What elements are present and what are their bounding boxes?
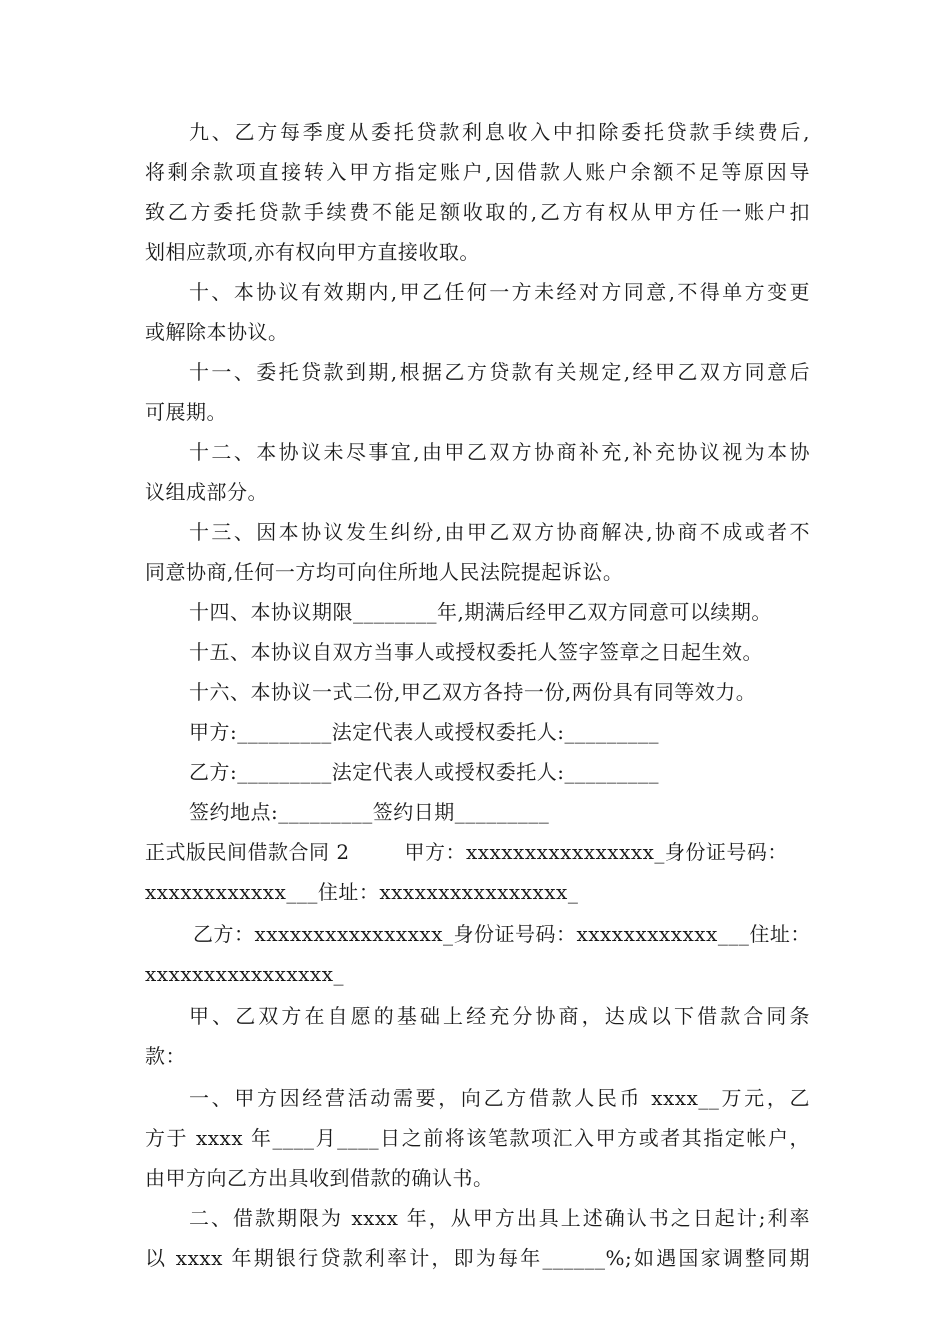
clause-14: 十四、本协议期限________年,期满后经甲乙双方同意可以续期。 <box>189 600 772 624</box>
contract2-article-2 <box>145 1198 810 1278</box>
clause-16: 十六、本协议一式二份,甲乙双方各持一份,两份具有同等效力。 <box>189 680 757 704</box>
text-line: 款： <box>145 1044 186 1068</box>
text-line: 可展期。 <box>145 400 227 424</box>
text-line: 划相应款项,亦有权向甲方直接收取。 <box>145 240 480 264</box>
text-line: 九、乙方每季度从委托贷款利息收入中扣除委托贷款手续费后, <box>189 120 810 144</box>
text-line: 二、借款期限为 xxxx 年，从甲方出具上述确认书之日起计;利率 <box>189 1206 810 1230</box>
text-line: 将剩余款项直接转入甲方指定账户,因借款人账户余额不足等原因导 <box>145 160 810 184</box>
contract2-header: 正式版民间借款合同 2 甲方：xxxxxxxxxxxxxxxx_身份证号码： <box>145 840 788 864</box>
contract2-article-1 <box>145 1078 810 1198</box>
text-line: 十一、委托贷款到期,根据乙方贷款有关规定,经甲乙双方同意后 <box>189 360 810 384</box>
clause-9 <box>145 112 810 272</box>
text-line: 十三、因本协议发生纠纷,由甲乙双方协商解决,协商不成或者不 <box>189 520 810 544</box>
text-line: 方于 xxxx 年____月____日之前将该笔款项汇入甲方或者其指定帐户， <box>145 1126 810 1150</box>
document-page <box>145 112 810 1278</box>
text-line: 甲、乙双方在自愿的基础上经充分协商，达成以下借款合同条 <box>189 1004 810 1028</box>
clause-12 <box>145 432 810 512</box>
contract2-intro <box>145 996 810 1076</box>
text-line: 十、本协议有效期内,甲乙任何一方未经对方同意,不得单方变更 <box>189 280 810 304</box>
text-line: 致乙方委托贷款手续费不能足额收取的,乙方有权从甲方任一账户扣 <box>145 200 810 224</box>
text-line: 以 xxxx 年期银行贷款利率计，即为每年______%;如遇国家调整同期 <box>145 1246 810 1270</box>
text-line: 同意协商,任何一方均可向住所地人民法院提起诉讼。 <box>145 560 624 584</box>
signature-party-a: 甲方:_________法定代表人或授权委托人:_________ <box>189 720 659 744</box>
text-line: 十二、本协议未尽事宜,由甲乙双方协商补充,补充协议视为本协 <box>189 440 810 464</box>
clause-11 <box>145 352 810 432</box>
clause-13 <box>145 512 810 592</box>
text-line: 或解除本协议。 <box>145 320 289 344</box>
clause-15: 十五、本协议自双方当事人或授权委托人签字签章之日起生效。 <box>189 640 763 664</box>
text-line: 议组成部分。 <box>145 480 268 504</box>
signature-place-date: 签约地点:_________签约日期_________ <box>189 800 550 824</box>
contract2-party-b-address: xxxxxxxxxxxxxxxx_ <box>145 962 344 986</box>
signature-party-b: 乙方:_________法定代表人或授权委托人:_________ <box>189 760 659 784</box>
text-line: 由甲方向乙方出具收到借款的确认书。 <box>145 1166 494 1190</box>
clause-10 <box>145 272 810 352</box>
text-line: 一、甲方因经营活动需要，向乙方借款人民币 xxxx__万元，乙 <box>189 1086 810 1110</box>
contract2-party-b: 乙方：xxxxxxxxxxxxxxxx_身份证号码：xxxxxxxxxxxx___住址： <box>193 922 811 946</box>
contract2-party-a-address: xxxxxxxxxxxx___住址：xxxxxxxxxxxxxxxx_ <box>145 880 579 904</box>
